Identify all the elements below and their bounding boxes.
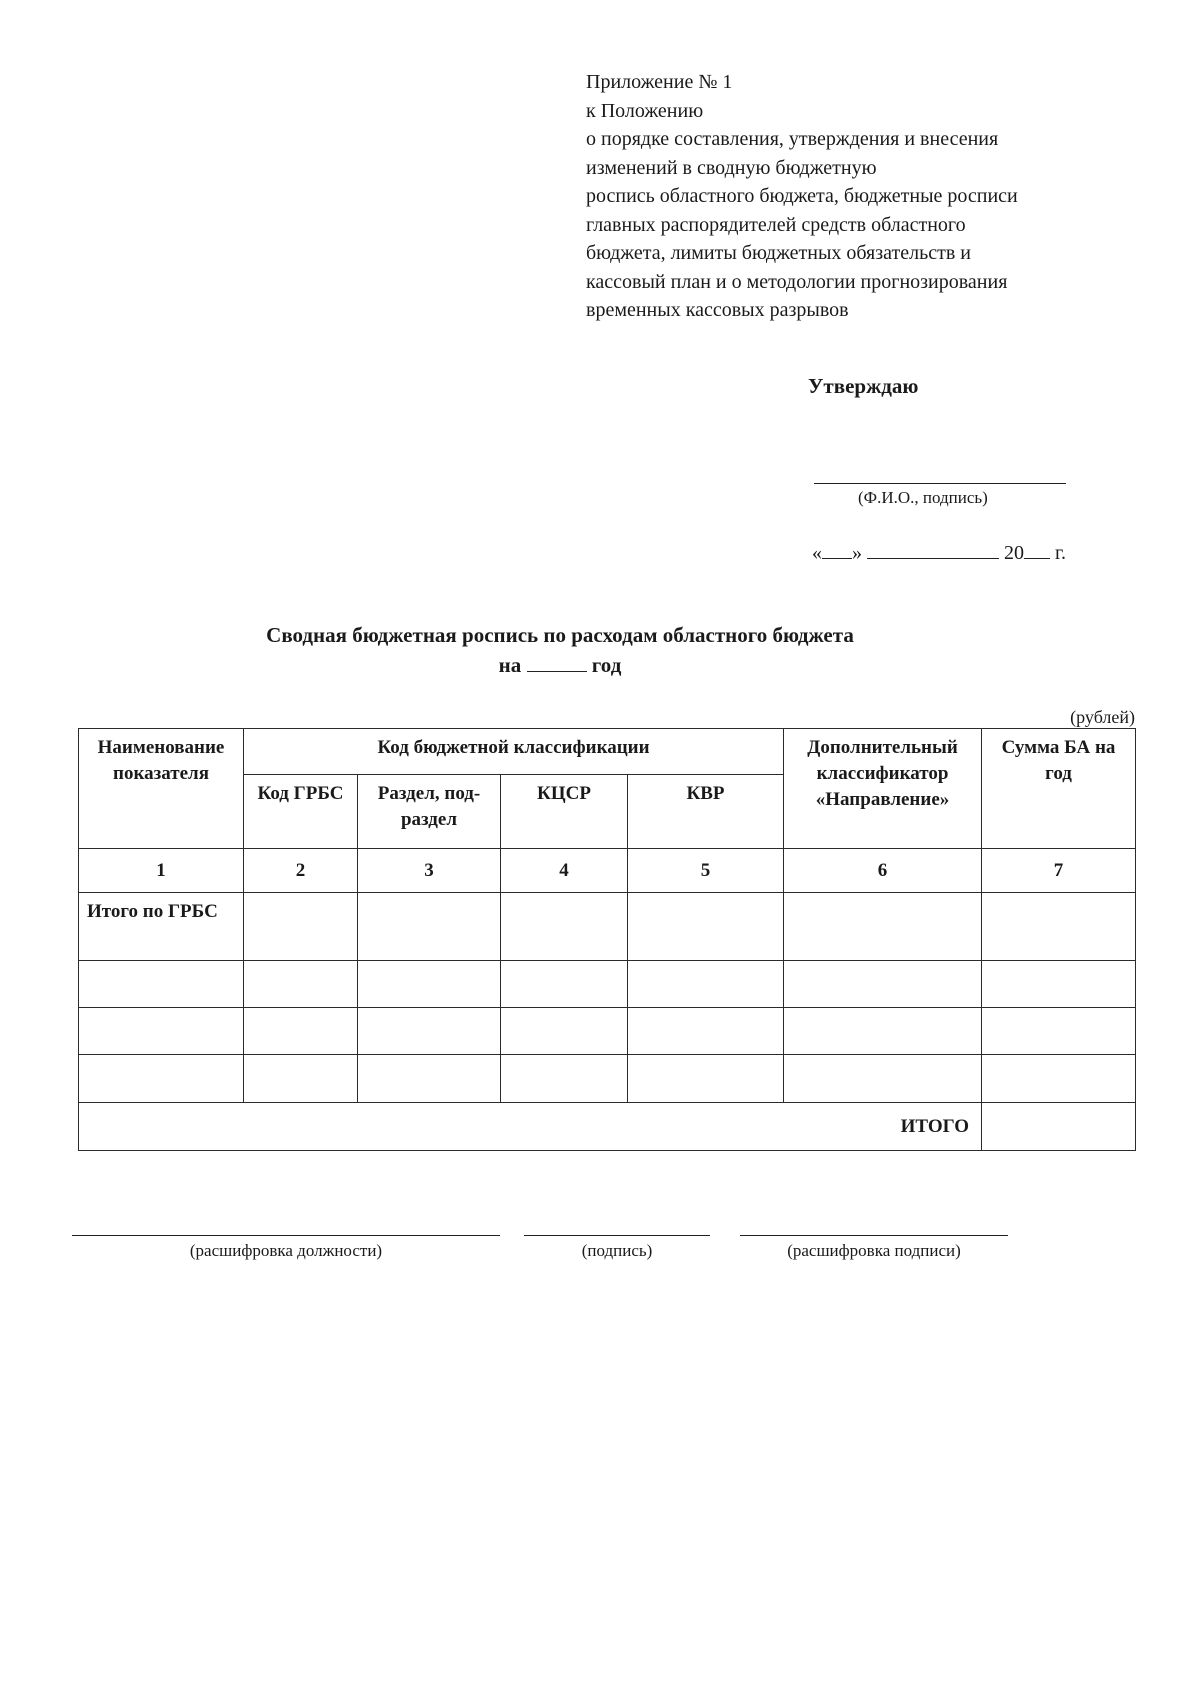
decode-caption: (расшифровка подписи) [787, 1241, 961, 1260]
table-cell [79, 961, 244, 1008]
table-cell [501, 893, 628, 961]
header-additional: Дополнительный классификатор «Направление» [784, 729, 982, 849]
table-cell [784, 1008, 982, 1055]
appendix-line: Приложение № 1 [586, 71, 733, 93]
appendix-line: изменений в сводную бюджетную [586, 156, 877, 179]
header-grbs: Код ГРБС [244, 775, 358, 849]
table-cell [501, 1008, 628, 1055]
header-section: Раздел, под-раздел [358, 775, 501, 849]
signature-line [524, 1235, 710, 1236]
position-signature-line [72, 1235, 500, 1236]
date-century: 20 [1004, 542, 1024, 564]
table-cell [784, 961, 982, 1008]
table-cell [982, 893, 1136, 961]
day-blank [822, 540, 852, 559]
title-line-1: Сводная бюджетная роспись по расходам областного бюджета [266, 623, 854, 647]
table-cell [982, 1008, 1136, 1055]
date-open-quote: « [812, 542, 822, 564]
header-row [79, 729, 1136, 775]
total-row [79, 1103, 1136, 1151]
table-cell [501, 1055, 628, 1103]
table-cell [79, 1008, 244, 1055]
table-row [79, 1055, 1136, 1103]
table-cell [982, 961, 1136, 1008]
appendix-header [586, 68, 1146, 325]
grbs-total-label: Итого по ГРБС [79, 893, 244, 961]
signature-caption: (подпись) [581, 1241, 653, 1260]
budget-table [78, 728, 1136, 1151]
appendix-line: к Положению [586, 99, 704, 122]
document-title [150, 620, 970, 680]
year-input-blank [527, 653, 587, 672]
table-cell [982, 1055, 1136, 1103]
table-cell [784, 1055, 982, 1103]
table-row [79, 1008, 1136, 1055]
units-label: (рублей) [1070, 707, 1135, 727]
table-cell [79, 1055, 244, 1103]
table-cell [358, 1055, 501, 1103]
approval-date [812, 540, 1066, 565]
total-value-cell [982, 1103, 1136, 1151]
table-cell [784, 893, 982, 961]
title-suffix: год [591, 653, 622, 677]
table-cell [244, 1008, 358, 1055]
header-kcsr: КЦСР [501, 775, 628, 849]
table-cell [628, 1008, 784, 1055]
table-cell [358, 893, 501, 961]
table-row [79, 893, 1136, 961]
table-cell [501, 961, 628, 1008]
table-cell [244, 961, 358, 1008]
column-number: 5 [628, 849, 784, 893]
appendix-line: кассовый план и о методологии прогнозирования [586, 270, 1008, 293]
total-label: ИТОГО [79, 1103, 982, 1151]
table-cell [358, 961, 501, 1008]
column-number: 6 [784, 849, 982, 893]
table-row [79, 961, 1136, 1008]
table-cell [244, 893, 358, 961]
date-close-quote: » [852, 542, 862, 564]
appendix-line: бюджета, лимиты бюджетных обязательств и [586, 242, 971, 264]
table-cell [358, 1008, 501, 1055]
title-line-2 [150, 650, 970, 680]
table-cell [628, 1055, 784, 1103]
approve-label: Утверждаю [808, 374, 919, 398]
position-caption: (расшифровка должности) [189, 1241, 383, 1260]
appendix-line: главных распорядителей средств областного [586, 213, 966, 236]
decode-signature-line [740, 1235, 1008, 1236]
appendix-line: о порядке составления, утверждения и внесения [586, 128, 999, 150]
date-suffix: г. [1055, 542, 1066, 564]
column-number: 2 [244, 849, 358, 893]
appendix-line: временных кассовых разрывов [586, 299, 849, 321]
table-cell [628, 893, 784, 961]
column-number: 7 [982, 849, 1136, 893]
column-number: 4 [501, 849, 628, 893]
year-blank [1024, 540, 1050, 559]
header-name: Наименование показателя [79, 729, 244, 849]
column-number: 1 [79, 849, 244, 893]
title-prefix: на [498, 653, 522, 677]
column-number-row [79, 849, 1136, 893]
table-cell [628, 961, 784, 1008]
header-sum: Сумма БА на год [982, 729, 1136, 849]
column-number: 3 [358, 849, 501, 893]
month-blank [867, 540, 999, 559]
appendix-line: роспись областного бюджета, бюджетные росписи [586, 185, 1018, 207]
approval-signature-line [814, 483, 1066, 484]
approval-signature-caption: (Ф.И.О., подпись) [858, 488, 988, 507]
table-cell [244, 1055, 358, 1103]
header-kvr: КВР [628, 775, 784, 849]
header-classification-group: Код бюджетной классификации [244, 729, 784, 775]
